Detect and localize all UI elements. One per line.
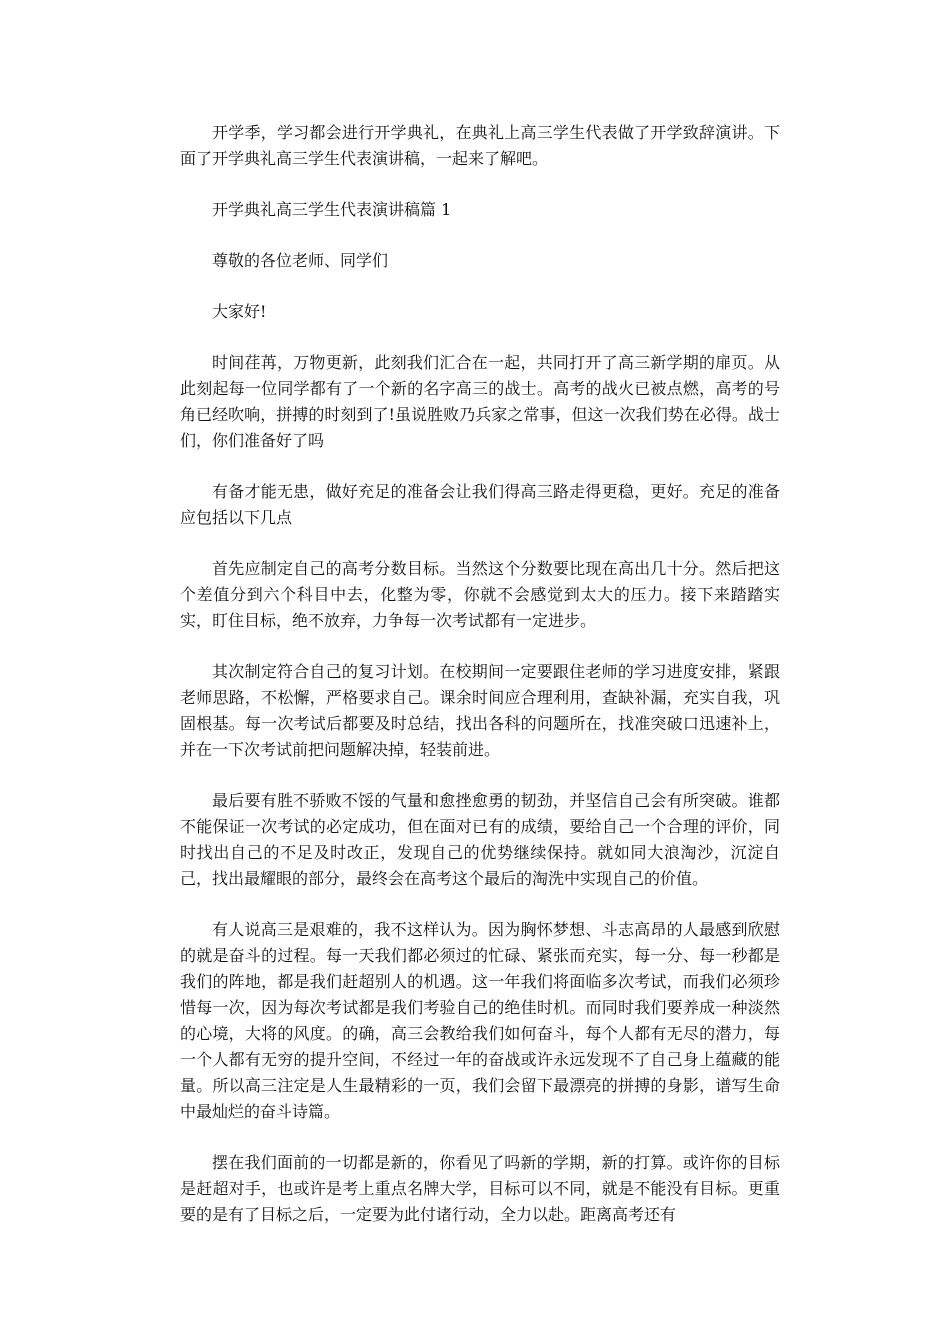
body-paragraph: 时间荏苒，万物更新，此刻我们汇合在一起，共同打开了高三新学期的扉页。从此刻起每一位同学都有了一个新的名字高三的战士。高考的战火已被点燃，高考的号角已经吹响，拼搏的时刻到了!虽说胜败乃兵家之常事，但这一次我们势在必得。战士们，你们准备好了吗 (180, 353, 780, 450)
body-paragraph: 最后要有胜不骄败不馁的气量和愈挫愈勇的韧劲，并坚信自己会有所突破。谁都不能保证一次考试的必定成功，但在面对已有的成绩，要给自己一个合理的评价，同时找出自己的不足及时改正，发现自己的优势继续保持。就如同大浪淘沙，沉淀自己，找出最耀眼的部分，最终会在高考这个最后的淘洗中实现自己的价值。 (180, 791, 780, 888)
body-paragraph: 摆在我们面前的一切都是新的，你看见了吗新的学期，新的打算。或许你的目标是赶超对手，也或许是考上重点名牌大学，目标可以不同，就是不能没有目标。更重要的是有了目标之后，一定要为此付诸行动，全力以赴。距离高考还有 (180, 1153, 780, 1224)
speech-title: 开学典礼高三学生代表演讲稿篇 1 (212, 200, 452, 219)
body-paragraph: 其次制定符合自己的复习计划。在校期间一定要跟住老师的学习进度安排，紧跟老师思路，不松懈，严格要求自己。课余时间应合理利用，查缺补漏，充实自我，巩固根基。每一次考试后都要及时总结，找出各科的问题所在，找准突破口迅速补上，并在一下次考试前把问题解决掉，轻装前进。 (180, 662, 780, 759)
intro-paragraph: 开学季，学习都会进行开学典礼，在典礼上高三学生代表做了开学致辞演讲。下面了开学典礼高三学生代表演讲稿，一起来了解吧。 (180, 123, 780, 168)
greeting: 大家好! (212, 302, 267, 321)
body-paragraph: 有备才能无患，做好充足的准备会让我们得高三路走得更稳，更好。充足的准备应包括以下几点 (180, 482, 780, 527)
salutation: 尊敬的各位老师、同学们 (212, 251, 389, 270)
body-paragraph: 首先应制定自己的高考分数目标。当然这个分数要比现在高出几十分。然后把这个差值分到六个科目中去，化整为零，你就不会感觉到太大的压力。接下来踏踏实实，盯住目标，绝不放弃，力争每一次考试都有一定进步。 (180, 559, 780, 630)
document-body (180, 120, 780, 1253)
body-paragraph: 有人说高三是艰难的，我不这样认为。因为胸怀梦想、斗志高昂的人最感到欣慰的就是奋斗的过程。每一天我们都必须过的忙碌、紧张而充实，每一分、每一秒都是我们的阵地，都是我们赶超别人的机遇。这一年我们将面临多次考试，而我们必须珍惜每一次，因为每次考试都是我们考验自己的绝佳时机。而同时我们要养成一种淡然的心境，大将的风度。的确，高三会教给我们如何奋斗，每个人都有无尽的潜力，每一个人都有无穷的提升空间，不经过一年的奋战或许永远发现不了自己身上蕴藏的能量。所以高三注定是人生最精彩的一页，我们会留下最漂亮的拼搏的身影，谱写生命中最灿烂的奋斗诗篇。 (180, 920, 780, 1121)
